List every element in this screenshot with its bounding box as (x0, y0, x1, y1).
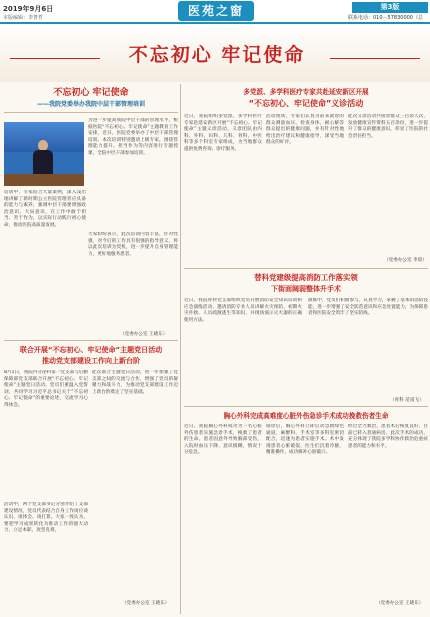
article2-p1: 近日，我院组织多党派、多学科医疗专家赴延安新区开展“不忘初心、牢记使命”主题义诊活动。义诊团队由内科、外科、妇科、儿科、骨科、中医科等多个科室专家组成，为当地群众提供免费咨询、诊疗服务。 (184, 114, 262, 152)
article3-p3: 此次联合主题党日活动，进一步加强了党支部之间的交流与合作，增强了党员的凝聚力和战斗力，为推动党支部建设工作迈上新台阶奠定了坚实基础。 (92, 370, 178, 395)
article2-p3: 此次义诊活动共接诊群众三百余人次，发放健康宣传资料五百余份，进一步提升了群众的健康意识，彰显了医院的社会责任担当。 (348, 114, 428, 139)
article4-p1: 近日，我院骨科党支部组织党员开展消防安全知识培训和应急演练活动，邀请消防专业人员讲解火灾预防、初期火灾扑救、人员疏散逃生等知识，并现场演示灭火器的正确使用方法。 (184, 298, 302, 323)
section-logo: 医苑之窗 (178, 1, 254, 21)
article3-title: 联合开展“不忘初心、牢记使命”主题党日活动 (19, 346, 163, 354)
banner (0, 24, 430, 82)
banner-line-right (330, 58, 420, 59)
article3-p2: 活动中，两个党支部书记分别介绍了支部建设情况，党员代表结合自身工作岗位谈认识、谈体会、谈打算。大家一致认为，要把学习成果转化为推动工作的强大动力，立足本职，攻坚克难。 (4, 502, 88, 534)
issue-date: 2019年9月6日 (3, 5, 54, 13)
banner-line-left (10, 58, 100, 59)
article5-byline: （党委办公室 王晓东） (376, 601, 424, 606)
article3-title2: 推动党支部建设工作向上新台阶 (42, 357, 140, 365)
editor-credit: 本版编辑：李菁哲 (3, 15, 44, 21)
article2-byline: （党委办公室 李晨） (384, 258, 427, 263)
article5-p1: 近日，我院胸心外科成功为一名心脏外伤患者实施急诊手术，挽救了患者的生命。患者因意外导致胸部受伤，入院时血压下降、意识模糊，情况十分危急。 (184, 424, 262, 456)
contact-phone: 联系电话：010－57830000（总 (348, 15, 423, 21)
article4-title: 替科党建级提高消防工作落实领 (254, 273, 358, 282)
article1-p2: 培训中，专家结合大量案例，深入浅出地讲解了新时期公立医院管理者应具备的能力与素养，强调中层干部要增强政治意识、大局意识，在工作中敢于担当、善于作为，以实际行动践行初心使命，推动医院高质量发展。 (4, 190, 86, 228)
article4-byline: （骨科 范南飞） (390, 398, 424, 403)
article1-p1: 为进一步提高我院中层干部的管理水平，根据医院“不忘初心、牢记使命”主题教育工作安排，近日，医院党委举办了中层干部管理培训。本次培训特别邀请上级专家，围绕管理能力提升、担当作为等内容进行专题授课，全院中层干部参加培训。 (88, 118, 178, 156)
article2-p2: 活动现场，专家们认真为前来就诊的群众测量血压、检查身体，耐心解答群众提出的健康问题，并有针对性地给出治疗建议和健康指导，深受当地群众的好评。 (266, 114, 344, 146)
right-divider-1 (184, 268, 428, 269)
column-divider-left (180, 84, 181, 614)
article4-title2: 下街面阔弱整体升手术 (271, 285, 341, 293)
article4-p2: 演练中，党员们积极参与，认真学习，掌握了基本的消防技能，进一步增强了安全防范意识和应急处置能力，为保障患者和医院安全筑牢了坚实防线。 (308, 298, 428, 317)
page-header (0, 0, 430, 22)
article1-photo (4, 122, 84, 186)
podium (4, 174, 84, 186)
article3-p1: 8月1日，我院内分泌科第一党支部与后勤保障部党支部联合开展“不忘初心、牢记使命”主题党日活动。党员们重温入党誓词，共同学习习近平总书记关于“不忘初心、牢记使命”的重要论述，交流学习心得体会。 (4, 370, 88, 408)
article1-byline: （党委办公室 王晓东） (120, 332, 168, 337)
article1-subtitle: ——我院党委举办我院中层干部管理培训 (36, 101, 145, 108)
article5-p2: 接诊后，胸心外科立即启动急救绿色通道，麻醉科、手术室等多科室密切配合，迅速为患者实施手术。术中发现患者心脏破裂，医生们沉着冷静，精准操作，成功修补心脏破口。 (266, 424, 344, 456)
page-number-badge: 第3版 (352, 2, 428, 13)
article2-title: 多党派、多学科医疗专家共赴延安新区开展 (243, 88, 369, 96)
article5-p3: 经过全力救治，患者术后恢复良好，目前已转入普通病房。此次手术的成功，充分体现了我院多学科协作救治危重症患者的能力和水平。 (348, 424, 428, 449)
article1-title: 不忘初心 牢记使命 (53, 88, 129, 98)
banner-slogan: 不忘初心 牢记使命 (128, 44, 306, 66)
article1-rule (4, 112, 178, 113)
article5-title: 胸心外科完成高难度心脏外伤急诊手术成功挽救伤者生命 (223, 412, 389, 420)
article3-byline: （党委办公室 王晓东） (122, 601, 170, 606)
article1-p3: 大家纷纷表示，此次培训内容丰富，针对性强，对今后的工作具有很强的指导意义，将以此次培训为契机，进一步提升自身管理能力，更好地服务患者。 (88, 232, 178, 257)
article2-title2: “不忘初心、牢记使命”义诊活动 (248, 99, 364, 108)
right-divider-2 (184, 406, 428, 407)
left-section-divider (4, 340, 178, 341)
